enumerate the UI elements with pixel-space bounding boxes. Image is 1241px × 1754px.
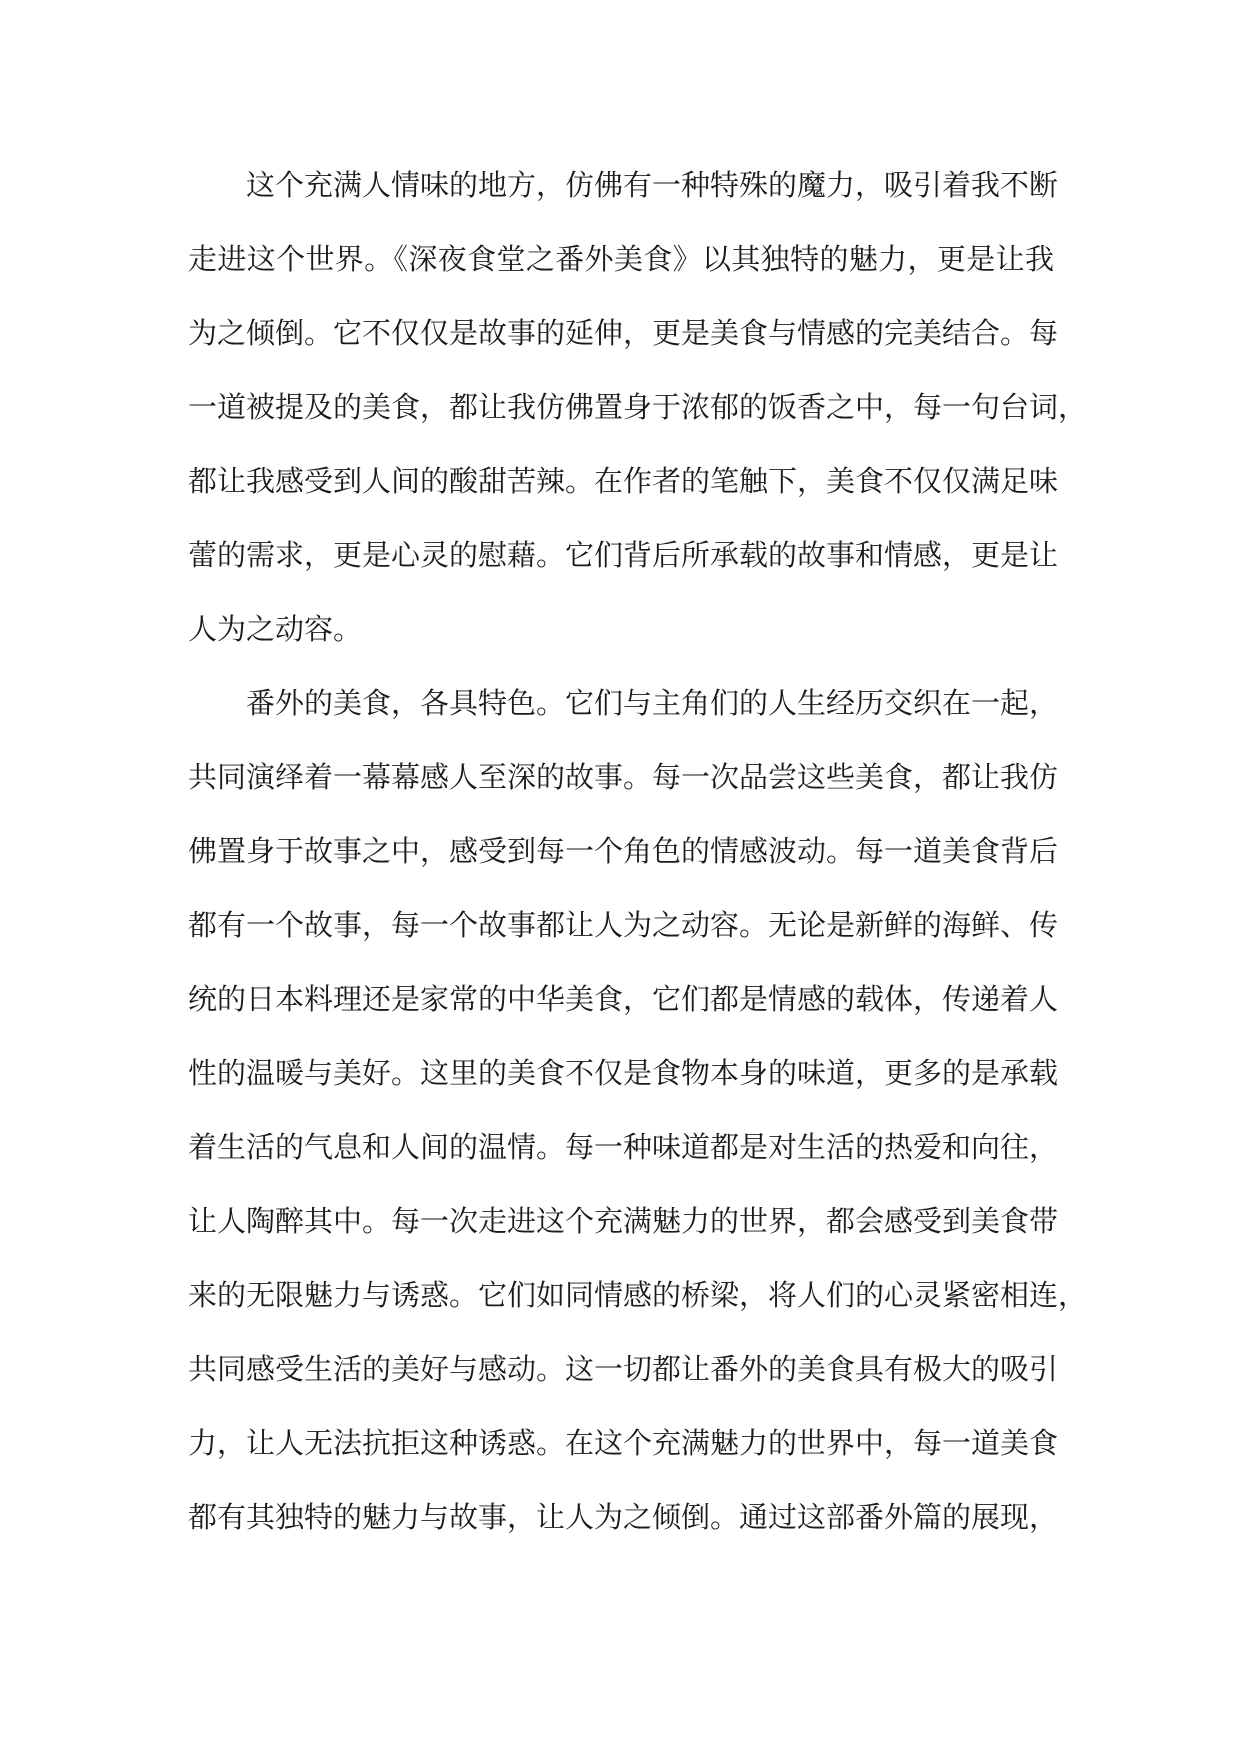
text-line: 一道被提及的美食，都让我仿佛置身于浓郁的饭香之中，每一句台词， <box>188 390 1088 424</box>
text-line: 为之倾倒。它不仅仅是故事的延伸，更是美食与情感的完美结合。每 <box>188 316 1059 350</box>
text-line: 番外的美食，各具特色。它们与主角们的人生经历交织在一起， <box>246 686 1059 720</box>
text-line: 都有其独特的魅力与故事，让人为之倾倒。通过这部番外篇的展现， <box>188 1500 1059 1534</box>
text-line: 统的日本料理还是家常的中华美食，它们都是情感的载体，传递着人 <box>188 982 1059 1016</box>
document-body <box>188 148 1088 1554</box>
text-line: 力，让人无法抗拒这种诱惑。在这个充满魅力的世界中，每一道美食 <box>188 1426 1059 1460</box>
paragraph-1 <box>188 148 1088 666</box>
text-line: 走进这个世界。《深夜食堂之番外美食》以其独特的魅力，更是让我 <box>188 242 1054 276</box>
text-line: 这个充满人情味的地方，仿佛有一种特殊的魔力，吸引着我不断 <box>246 168 1059 202</box>
text-line: 性的温暖与美好。这里的美食不仅是食物本身的味道，更多的是承载 <box>188 1056 1059 1090</box>
text-line: 都让我感受到人间的酸甜苦辣。在作者的笔触下，美食不仅仅满足味 <box>188 464 1059 498</box>
text-line: 蕾的需求，更是心灵的慰藉。它们背后所承载的故事和情感，更是让 <box>188 538 1059 572</box>
text-line: 佛置身于故事之中，感受到每一个角色的情感波动。每一道美食背后 <box>188 834 1059 868</box>
text-line: 让人陶醉其中。每一次走进这个充满魅力的世界，都会感受到美食带 <box>188 1204 1059 1238</box>
text-line: 共同感受生活的美好与感动。这一切都让番外的美食具有极大的吸引 <box>188 1352 1059 1386</box>
text-line: 都有一个故事，每一个故事都让人为之动容。无论是新鲜的海鲜、传 <box>188 908 1059 942</box>
paragraph-2 <box>188 666 1088 1554</box>
text-line: 共同演绎着一幕幕感人至深的故事。每一次品尝这些美食，都让我仿 <box>188 760 1059 794</box>
text-line: 人为之动容。 <box>188 612 363 646</box>
text-line: 着生活的气息和人间的温情。每一种味道都是对生活的热爱和向往， <box>188 1130 1059 1164</box>
text-line: 来的无限魅力与诱惑。它们如同情感的桥梁，将人们的心灵紧密相连， <box>188 1278 1088 1312</box>
